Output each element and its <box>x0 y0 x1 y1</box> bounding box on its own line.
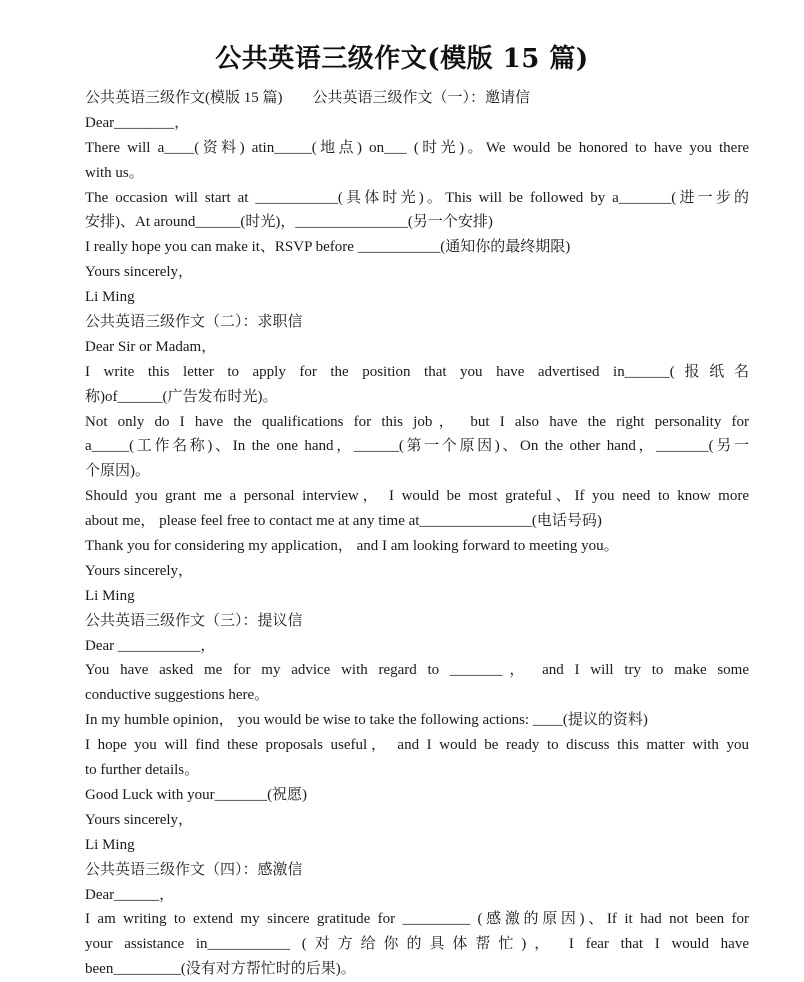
body-line: 个原因)。 <box>85 463 150 480</box>
body-line: a_____(工作名称)、In the one hand，______(第一个原因)、On the other hand，_______(另一 <box>85 438 749 455</box>
body-line: 安排)、At around______(时光)，_______________(另一个安排) <box>85 214 493 231</box>
body-line: about me， please feel free to contact me at any time at_______________(电话号码) <box>85 513 602 530</box>
signature-line: Li Ming <box>85 587 135 604</box>
signature-line: Li Ming <box>85 289 135 306</box>
body-line: I hope you will find these proposals useful， and I would be ready to discuss this matter with you <box>85 737 749 754</box>
body-line: I write this letter to apply for the position that you have advertised in______(报纸名 <box>85 363 749 380</box>
salutation-line: Dear Sir or Madam， <box>85 338 217 355</box>
body-line: There will a____(资料) atin_____(地点) on___ (时光)。We would be honored to have you there <box>85 139 749 156</box>
body-line: I really hope you can make it、RSVP before ___________(通知你的最终期限) <box>85 239 571 256</box>
body-line: with us。 <box>85 164 144 181</box>
body-line: I am writing to extend my sincere gratitude for _________ (感激的原因)、If it had not been for <box>85 911 749 928</box>
body-line: to further details。 <box>85 762 200 779</box>
body-line: The occasion will start at ___________(具体时光)。This will be followed by a_______(进一步的 <box>85 189 749 206</box>
signature-line: Li Ming <box>85 836 135 853</box>
body-line: Good Luck with your_______(祝愿) <box>85 786 308 803</box>
body-line: Thank you for considering my application， and I am looking forward to meeting you。 <box>85 538 619 555</box>
closing-line: Yours sincerely， <box>85 811 194 828</box>
body-line: been_________(没有对方帮忙时的后果)。 <box>85 961 356 978</box>
body-line: Should you grant me a personal interview， I would be most grateful、If you need to know more <box>85 488 749 505</box>
body-line: conductive suggestions here。 <box>85 687 270 704</box>
section-heading-4: 公共英语三级作文（四）：感激信 <box>85 861 303 878</box>
body-line: Not only do I have the qualifications for this job， but I also have the right personality for <box>85 413 749 430</box>
document-body <box>85 86 749 982</box>
closing-line: Yours sincerely， <box>85 562 194 579</box>
heading-line-1: 公共英语三级作文(模版 15 篇) 公共英语三级作文（一）：邀请信 <box>85 90 530 106</box>
section-heading-2: 公共英语三级作文（二）：求职信 <box>85 314 303 331</box>
closing-line: Yours sincerely， <box>85 264 194 281</box>
salutation-line: Dear ___________， <box>85 637 216 654</box>
document-title: 公共英语三级作文(模版 15 篇) <box>215 44 589 74</box>
body-line: your assistance in___________ (对方给你的具体帮忙)， I fear that I would have <box>85 936 749 953</box>
salutation-line: Dear________， <box>85 114 190 131</box>
section-heading-3: 公共英语三级作文（三）：提议信 <box>85 612 303 629</box>
body-line: You have asked me for my advice with regard to _______， and I will try to make some <box>85 662 749 679</box>
body-line: 称)of______(广告发布时光)。 <box>85 388 278 405</box>
salutation-line: Dear______， <box>85 886 175 903</box>
body-line: In my humble opinion， you would be wise to take the following actions: ____(提议的资料) <box>85 712 648 729</box>
